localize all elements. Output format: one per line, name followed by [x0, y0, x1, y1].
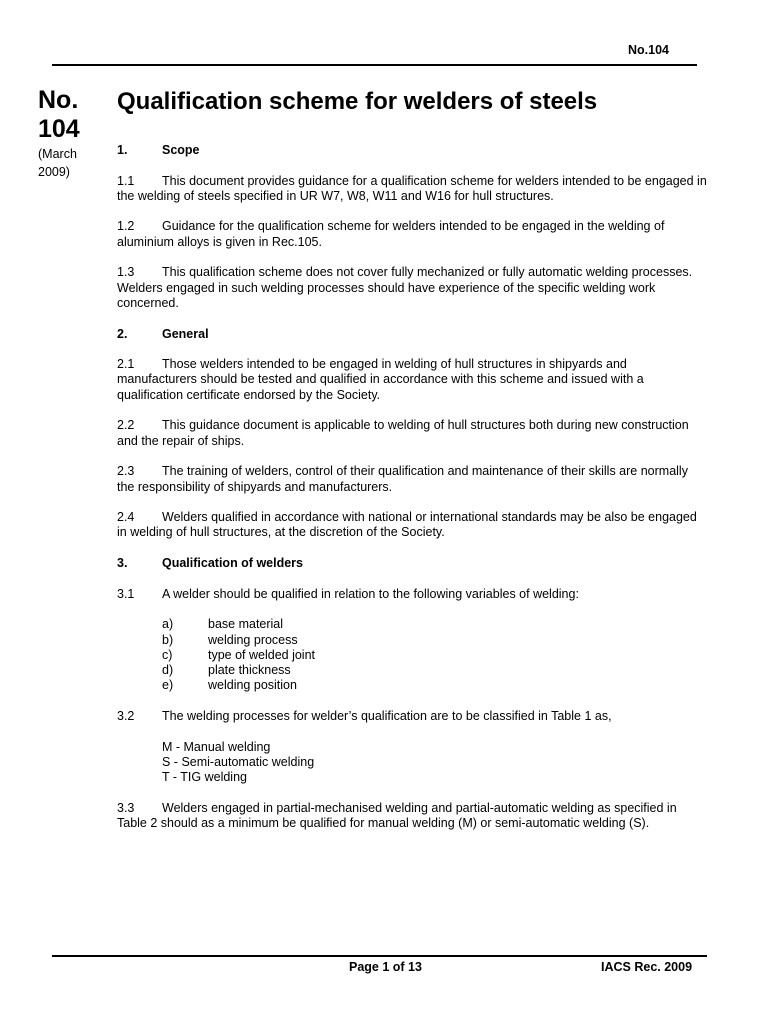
header-number: No.104 — [628, 43, 669, 57]
list-item-key: b) — [162, 632, 174, 647]
section-heading — [117, 143, 707, 158]
paragraph-text: The welding processes for welder’s qualification are to be classified in Table 1 as, — [162, 708, 612, 723]
list-item-key: c) — [162, 647, 173, 662]
paragraph — [117, 510, 707, 541]
paragraph — [117, 464, 707, 495]
section-heading — [117, 327, 707, 342]
list-item — [162, 617, 707, 632]
process-item: M - Manual welding — [162, 739, 271, 754]
list-item-text: plate thickness — [208, 663, 291, 678]
list-item-text: type of welded joint — [208, 647, 316, 662]
list-item-key: e) — [162, 678, 174, 693]
header-rule — [52, 64, 697, 66]
list-item-key: a) — [162, 617, 174, 632]
paragraph-text: A welder should be qualified in relation to the following variables of welding: — [162, 586, 579, 601]
process-item: T - TIG welding — [162, 770, 247, 785]
sidebar-date-line2: 2009) — [38, 165, 70, 179]
paragraph-number: 2.1 — [117, 357, 135, 372]
paragraph-text: Welders qualified in accordance with national or international standards may be also be engaged in welding of hull structures, at the discretion of the Society. — [117, 510, 697, 540]
section-title: Scope — [162, 143, 200, 157]
sidebar-date-line1: (March — [38, 147, 77, 161]
paragraph — [117, 587, 707, 602]
list-item-text: base material — [208, 617, 284, 632]
page-title: Qualification scheme for welders of steels — [117, 88, 598, 115]
welding-variables-list — [162, 617, 707, 693]
paragraph-number: 1.2 — [117, 219, 135, 234]
paragraph-number: 2.2 — [117, 418, 135, 433]
paragraph — [117, 265, 707, 311]
paragraph-text: This guidance document is applicable to welding of hull structures both during new construction and the repair of ships. — [117, 418, 689, 448]
paragraph-text: The training of welders, control of their qualification and maintenance of their skills are normally the responsibility of shipyards and manufacturers. — [117, 464, 688, 494]
paragraph — [117, 801, 707, 832]
footer-page-number: Page 1 of 13 — [349, 960, 422, 974]
process-item: S - Semi-automatic welding — [162, 754, 315, 769]
paragraph-number: 2.4 — [117, 510, 135, 525]
paragraph-number: 1.3 — [117, 265, 135, 280]
sidebar-no-value: 104 — [38, 115, 80, 143]
list-item-text: welding process — [208, 632, 298, 647]
section-heading — [117, 556, 707, 571]
paragraph-text: Those welders intended to be engaged in welding of hull structures in shipyards and manufacturers should be tested and qualified in accordance with this scheme and issued with a qualification certificate endorsed by the Society. — [117, 357, 644, 402]
paragraph — [117, 357, 707, 403]
section-title: Qualification of welders — [162, 556, 303, 571]
list-item — [162, 663, 707, 678]
list-item-key: d) — [162, 663, 174, 678]
paragraph — [117, 219, 707, 250]
list-item — [162, 633, 707, 648]
list-item-text: welding position — [208, 678, 297, 693]
paragraph — [117, 174, 707, 205]
paragraph-number: 3.1 — [117, 586, 135, 601]
list-item — [162, 678, 707, 693]
paragraph — [117, 418, 707, 449]
paragraph — [117, 709, 707, 724]
footer-rule — [52, 955, 707, 957]
document-body — [117, 143, 707, 831]
sidebar-no-label: No. — [38, 86, 79, 114]
paragraph-text: Guidance for the qualification scheme for welders intended to be engaged in the welding of aluminium alloys is given in Rec.105. — [117, 219, 665, 249]
list-item — [162, 648, 707, 663]
paragraph-text: Welders engaged in partial-mechanised welding and partial-automatic welding as specified in Table 2 should as a minimum be qualified for manual welding (M) or semi-automatic welding (S). — [117, 800, 677, 831]
paragraph-text: This qualification scheme does not cover fully mechanized or fully automatic welding processes. Welders engaged in such welding processes should have experience of the specific welding work concerned. — [117, 265, 693, 310]
section-number: 3. — [117, 556, 128, 571]
welding-process-list — [162, 740, 707, 786]
paragraph-number: 3.2 — [117, 708, 135, 723]
paragraph-number: 1.1 — [117, 173, 135, 188]
section-number: 2. — [117, 326, 128, 341]
sidebar — [38, 86, 113, 180]
paragraph-number: 2.3 — [117, 464, 135, 479]
section-number: 1. — [117, 143, 128, 157]
footer-rec-label: IACS Rec. 2009 — [601, 960, 693, 974]
paragraph-text: This document provides guidance for a qualification scheme for welders intended to be engaged in the welding of steels specified in UR W7, W8, W11 and W16 for hull structures. — [117, 173, 707, 203]
section-title: General — [162, 326, 209, 341]
paragraph-number: 3.3 — [117, 800, 135, 815]
